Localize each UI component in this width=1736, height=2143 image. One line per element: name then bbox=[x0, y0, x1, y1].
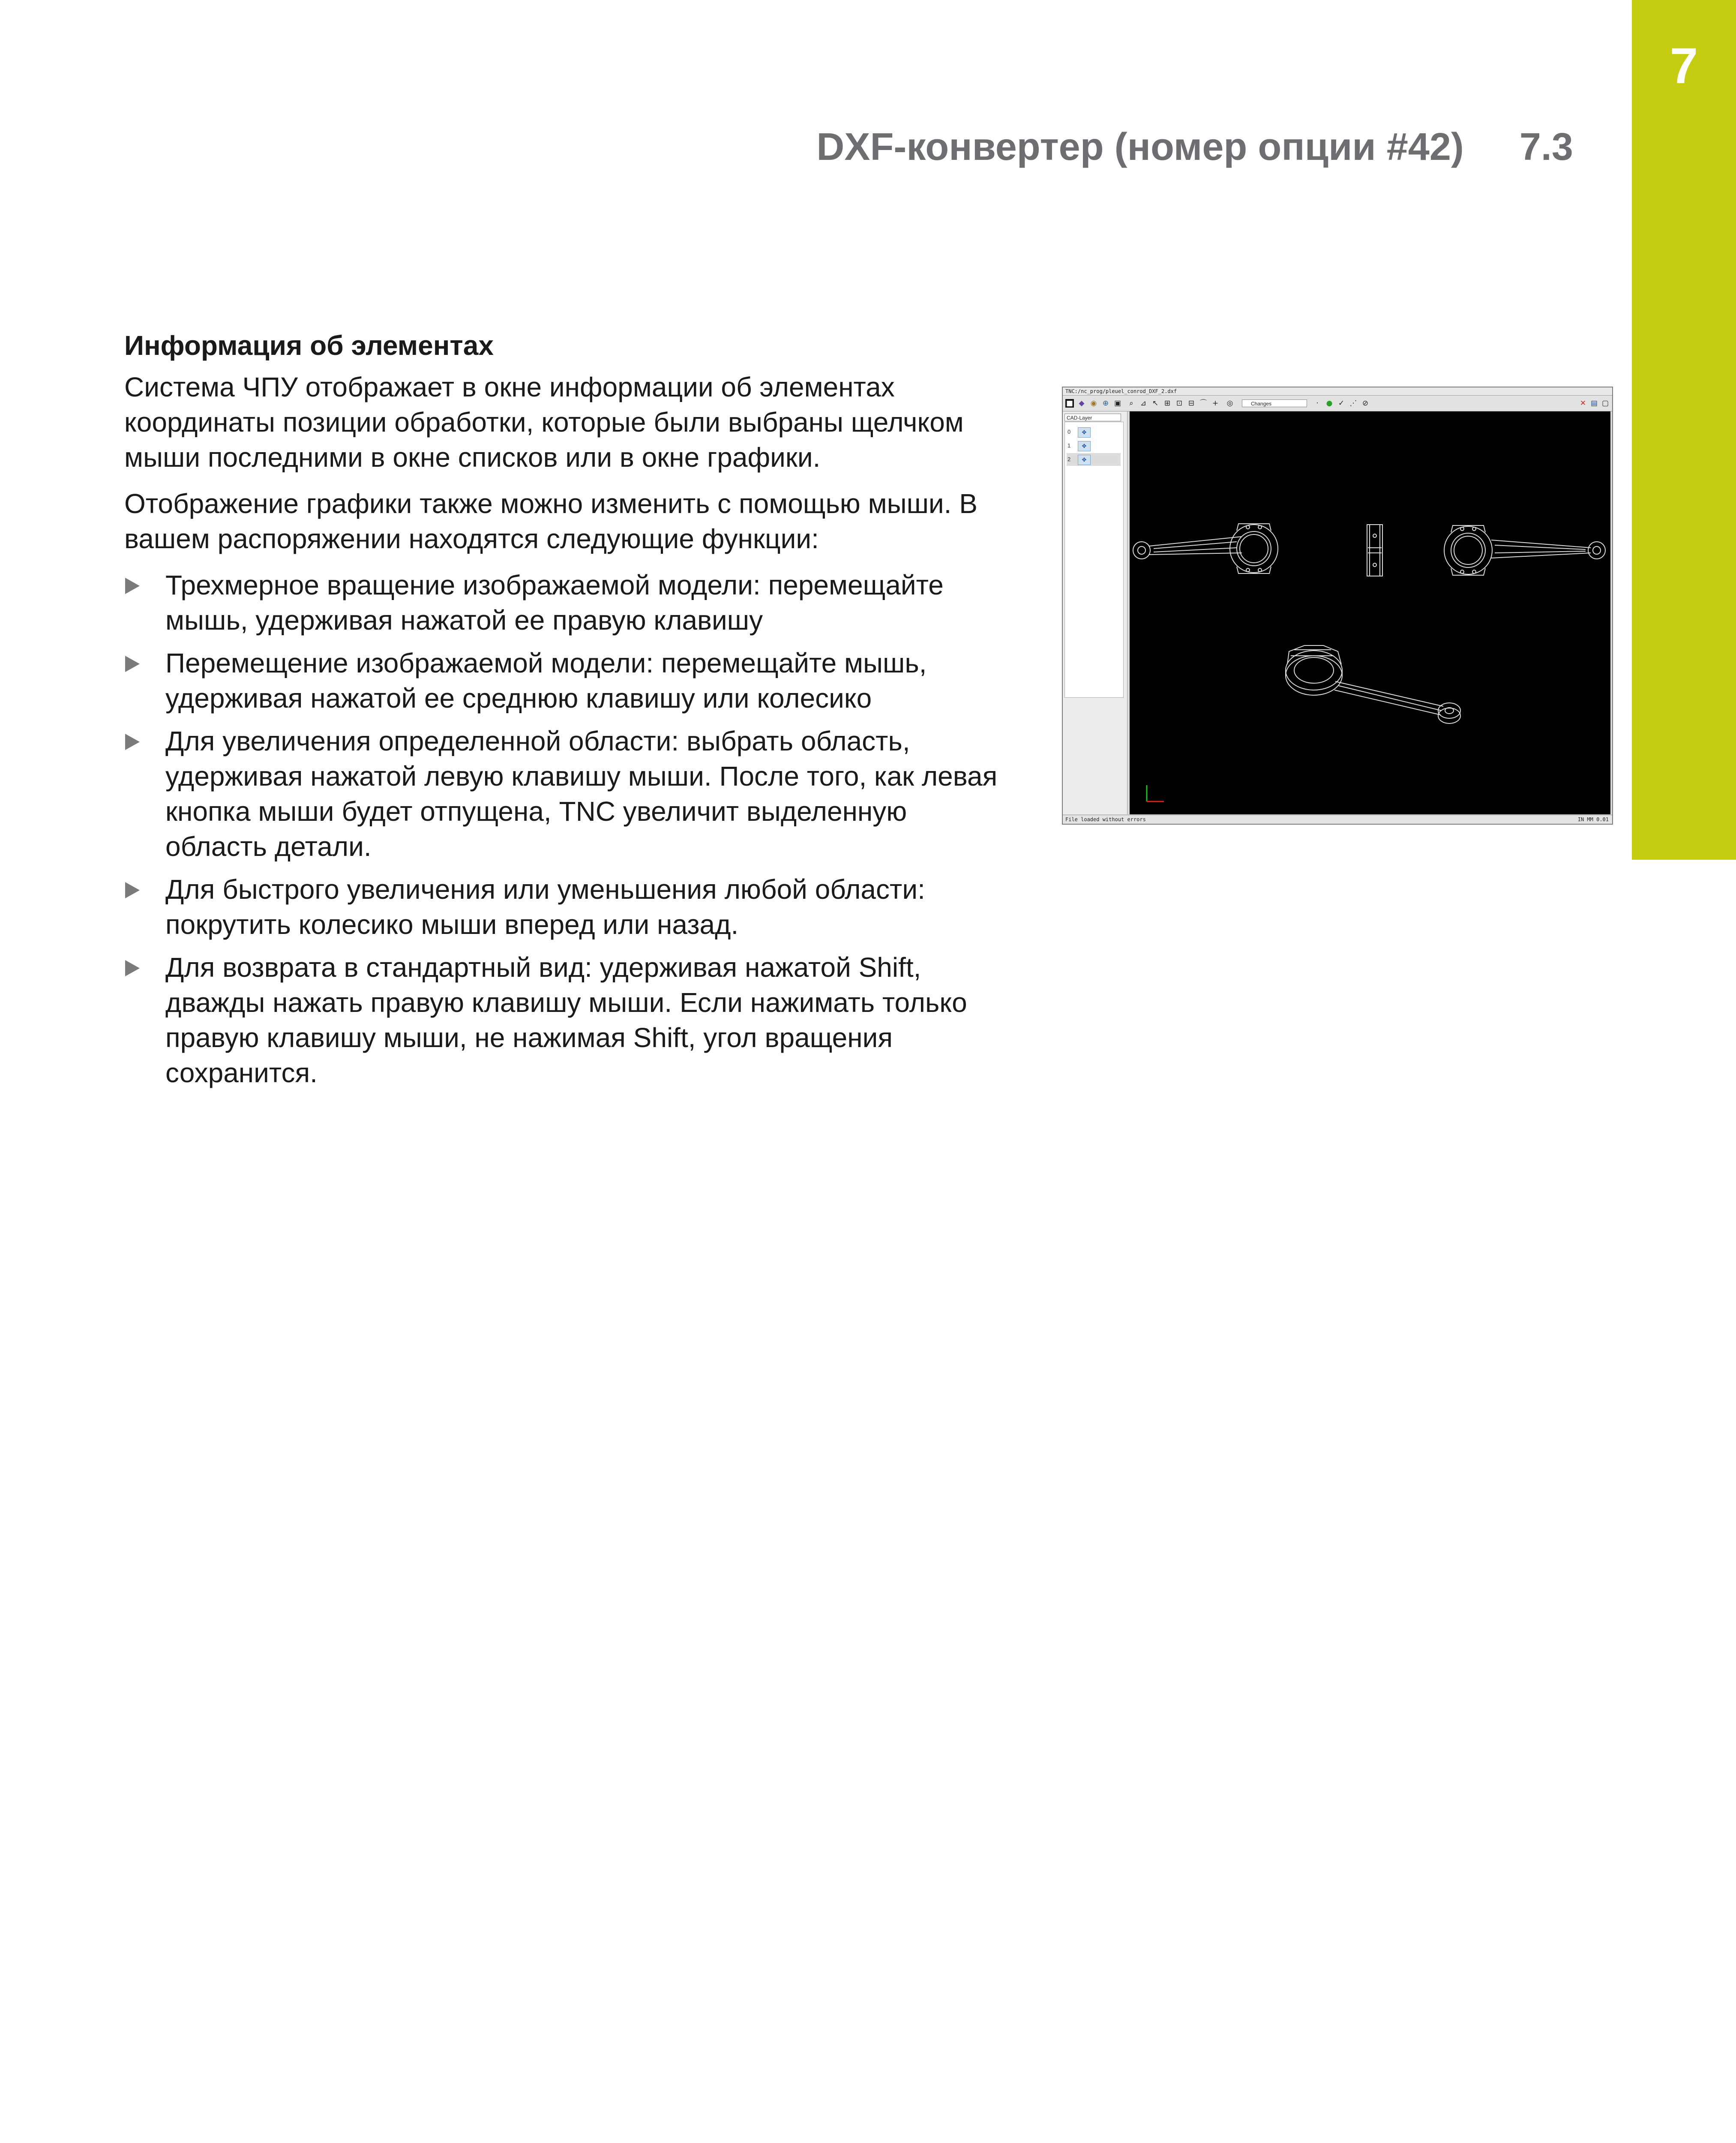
zoom-icon[interactable]: ⌕ bbox=[1129, 399, 1133, 408]
dot-icon[interactable]: · bbox=[1316, 399, 1319, 408]
layer-marker-icon: ✥ bbox=[1078, 427, 1091, 438]
toolbar bbox=[1063, 396, 1612, 411]
list-item bbox=[124, 872, 1011, 942]
layer-index: 1 bbox=[1067, 442, 1071, 449]
subsection-heading: Информация об элементах bbox=[124, 330, 494, 361]
add-icon[interactable]: + bbox=[1212, 399, 1219, 408]
layer-marker-icon: ✥ bbox=[1078, 455, 1091, 465]
layer-index: 2 bbox=[1067, 456, 1071, 462]
ball-icon[interactable]: ● bbox=[1326, 399, 1333, 408]
list-item bbox=[124, 950, 1011, 1090]
grid-icon[interactable]: ⊞ bbox=[1164, 399, 1171, 408]
save-icon[interactable]: ▤ bbox=[1590, 399, 1598, 408]
close-icon[interactable]: ✕ bbox=[1580, 399, 1586, 408]
arc-icon[interactable]: ⌒ bbox=[1199, 399, 1207, 408]
conrod-isometric bbox=[1286, 645, 1460, 723]
window-title: TNC:/nc_prog/pleuel_conrod_DXF_2.dxf bbox=[1063, 387, 1612, 396]
axis-indicator bbox=[1147, 785, 1164, 801]
layer-index: 0 bbox=[1067, 429, 1071, 435]
function-list bbox=[124, 567, 1011, 1090]
list-item-text: Перемещение изображаемой модели: перемещайте мышь, удерживая нажатой ее среднюю клавишу или колесико bbox=[165, 648, 927, 714]
status-units: IN MM 0.01 bbox=[1577, 816, 1609, 822]
triangle-bullet-icon bbox=[125, 734, 140, 750]
filter-dropdown[interactable]: Changes bbox=[1242, 399, 1307, 407]
options-icon[interactable]: ▢ bbox=[1601, 399, 1609, 408]
triangle-bullet-icon bbox=[125, 578, 140, 594]
conrod-left bbox=[1133, 524, 1278, 573]
layer-list bbox=[1064, 422, 1124, 698]
dxf-converter-screenshot bbox=[1062, 387, 1613, 825]
layer-mode-icon[interactable]: ■ bbox=[1066, 399, 1073, 408]
contour-icon[interactable]: ◆ bbox=[1079, 399, 1085, 408]
conrod-right bbox=[1444, 525, 1605, 575]
chapter-tab bbox=[1632, 0, 1736, 860]
list-header[interactable]: CAD-Layer bbox=[1064, 414, 1121, 421]
chain-icon[interactable]: ⋰ bbox=[1349, 399, 1357, 408]
list-item[interactable] bbox=[1067, 426, 1121, 438]
tool-icon[interactable]: ⊟ bbox=[1188, 399, 1195, 408]
chapter-number: 7 bbox=[1670, 38, 1698, 94]
conrod-drawing bbox=[1130, 411, 1610, 815]
pointer-icon[interactable]: ↖ bbox=[1152, 399, 1159, 408]
list-item-text: Для быстрого увеличения или уменьшения любой области: покрутить колесико мыши вперед или назад. bbox=[165, 874, 925, 940]
paragraph: Система ЧПУ отображает в окне информации об элементах координаты позиции обработки, которые были выбраны щелчком мыши последними в окне списков или в окне графики. bbox=[124, 372, 964, 473]
list-item bbox=[124, 645, 1011, 716]
conrod-side-view bbox=[1367, 525, 1382, 576]
list-item-text: Для увеличения определенной области: выбрать область, удерживая нажатой левую клавишу мыши. После того, как левая кнопка мыши будет отпущена, TNC увеличит выделенную область детали. bbox=[165, 726, 998, 862]
list-item bbox=[124, 723, 1011, 864]
triangle-bullet-icon bbox=[125, 882, 140, 898]
layer-marker-icon: ✥ bbox=[1078, 441, 1091, 451]
datum-icon[interactable]: ⊕ bbox=[1102, 399, 1109, 408]
header-section-number: 7.3 bbox=[1519, 126, 1573, 168]
triangle-bullet-icon bbox=[125, 656, 140, 672]
list-item-text: Трехмерное вращение изображаемой модели: перемещайте мышь, удерживая нажатой ее правую клавишу bbox=[165, 570, 944, 636]
deselect-icon[interactable]: ⊘ bbox=[1362, 399, 1369, 408]
list-item[interactable] bbox=[1067, 439, 1121, 452]
list-item-text: Для возврата в стандартный вид: удерживая нажатой Shift, дважды нажать правую клавишу мыши. Если нажимать только правую клавишу мыши, не нажимая Shift, угол вращения сохранится. bbox=[165, 952, 967, 1088]
paragraph: Отображение графики также можно изменить с помощью мыши. В вашем распоряжении находятся следующие функции: bbox=[124, 488, 977, 554]
text-column bbox=[124, 330, 1011, 1098]
triangle-bullet-icon bbox=[125, 960, 140, 976]
header-title: DXF-конвертер (номер опции #42) bbox=[816, 126, 1464, 168]
graphics-canvas[interactable] bbox=[1130, 411, 1610, 814]
fit-view-icon[interactable]: ▣ bbox=[1114, 399, 1121, 408]
check-icon[interactable]: ✓ bbox=[1338, 399, 1345, 408]
status-bar bbox=[1063, 815, 1612, 824]
eye-icon[interactable]: ◎ bbox=[1226, 399, 1233, 408]
list-item[interactable] bbox=[1067, 453, 1121, 466]
contour-chain-icon[interactable]: ⊡ bbox=[1176, 399, 1183, 408]
positions-icon[interactable]: ◉ bbox=[1090, 399, 1097, 408]
list-item bbox=[124, 567, 1011, 638]
layer-list-pane bbox=[1063, 411, 1127, 814]
select-icon[interactable]: ⊿ bbox=[1140, 399, 1147, 408]
running-header bbox=[816, 128, 1573, 166]
status-message: File loaded without errors bbox=[1065, 816, 1146, 822]
